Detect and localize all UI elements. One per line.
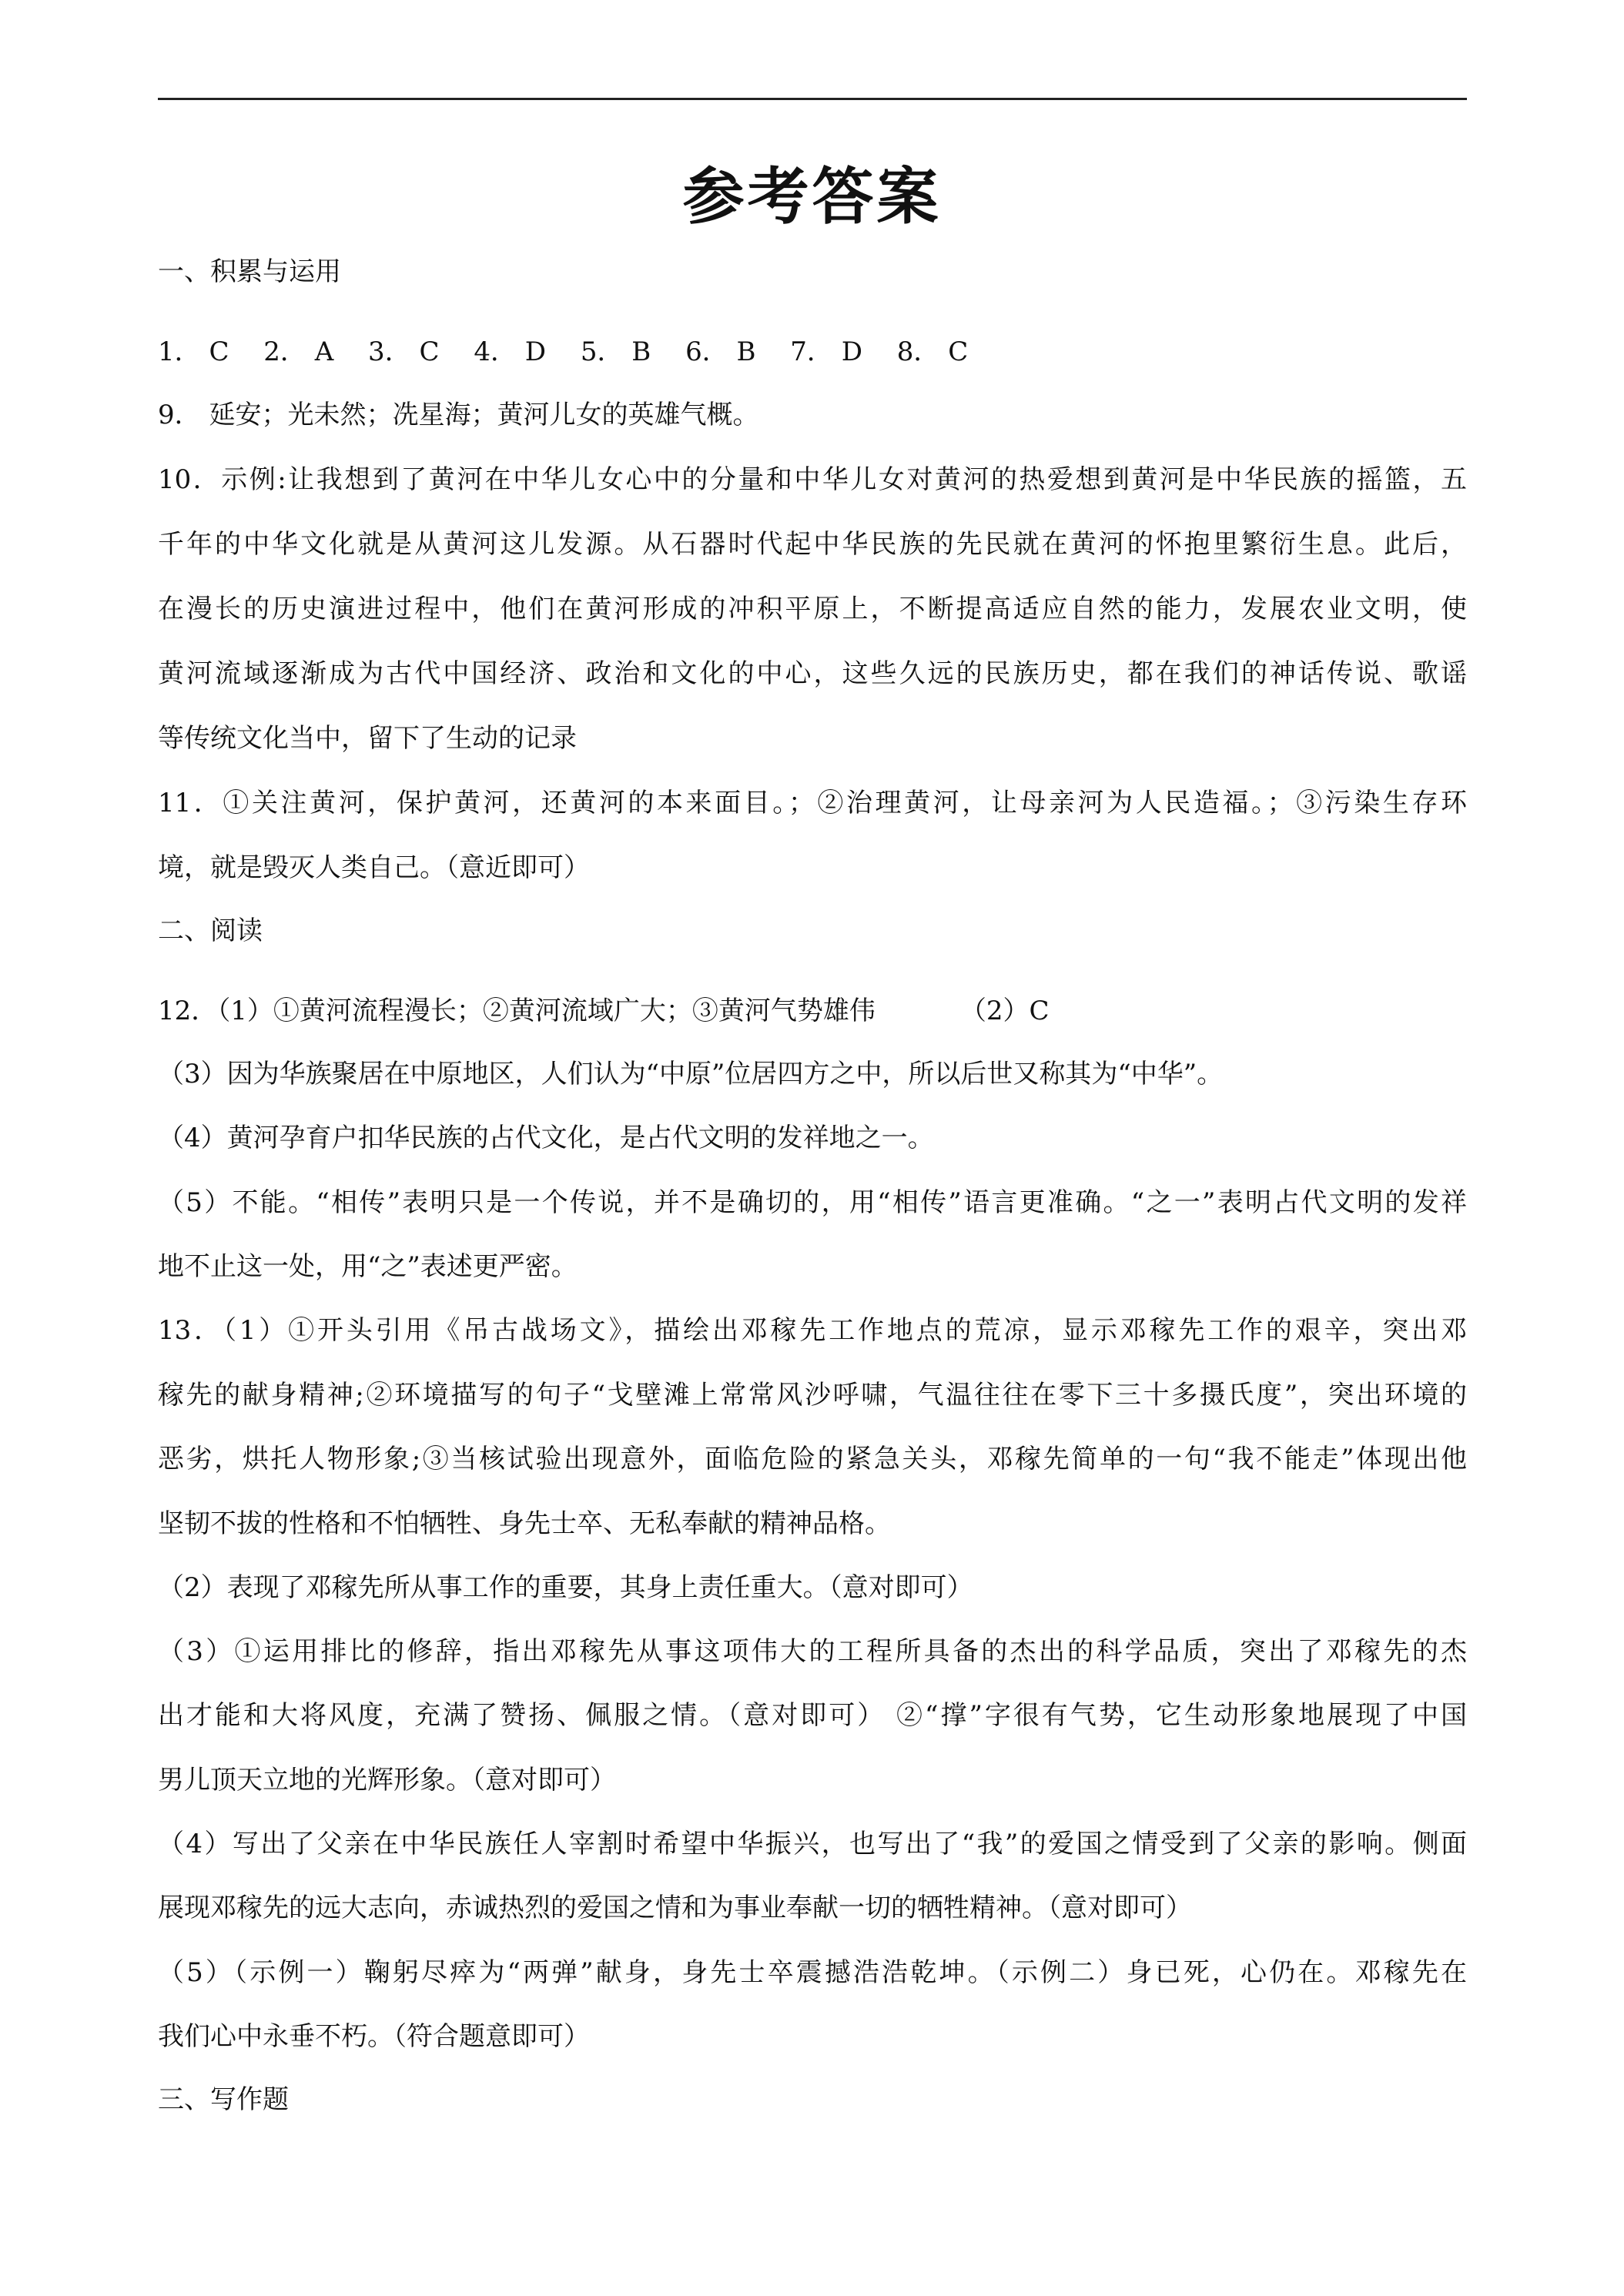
answer-13-1-line-4: 坚韧不拔的性格和不怕牺牲、身先士卒、无私奉献的精神品格。 [158,1508,891,1539]
answer-13-2: （2）表现了邓稼先所从事工作的重要，其身上责任重大。（意对即可） [158,1572,973,1603]
answer-13-1-line-1: 13．（1）①开头引用《吊古战场文》，描绘出邓稼先工作地点的荒凉，显示邓稼先工作的艰辛，突出邓 [158,1315,1467,1346]
page-title: 参考答案 [682,160,942,233]
answer-13-1-line-2: 稼先的献身精神;②环境描写的句子“戈壁滩上常常风沙呼啸，气温往往在零下三十多摄氏度”，突出环境的 [158,1380,1467,1411]
answer-10-line-1: 10．示例:让我想到了黄河在中华儿女心中的分量和中华儿女对黄河的热爱想到黄河是中华民族的摇篮，五 [158,464,1467,495]
answer-12-5-line-2: 地不止这一处，用“之”表述更严密。 [158,1251,578,1282]
answer-13-1-line-3: 恶劣，烘托人物形象;③当核试验出现意外，面临危险的紧急关头，邓稼先简单的一句“我不能走”体现出他 [158,1444,1467,1474]
answer-11-line-2: 境，就是毁灭人类自己。（意近即可） [158,852,590,883]
answer-13-3-line-1: （3）①运用排比的修辞，指出邓稼先从事这项伟大的工程所具备的杰出的科学品质，突出了邓稼先的杰 [158,1636,1467,1667]
answer-11-line-1: 11．①关注黄河，保护黄河，还黄河的本来面目。；②治理黄河，让母亲河为人民造福。；③污染生存环 [158,788,1467,818]
answer-12-part-1: 12．（1）①黄河流程漫长；②黄河流域广大；③黄河气势雄伟 [158,996,876,1026]
answer-12-part-2: （2）C [959,996,1050,1026]
answer-12-3: （3）因为华族聚居在中原地区，人们认为“中原”位居四方之中，所以后世又称其为“中华”。 [158,1059,1224,1089]
answer-13-4-line-2: 展现邓稼先的远大志向，赤诚热烈的爱国之情和为事业奉献一切的牺牲精神。（意对即可） [158,1893,1192,1923]
section-heading-1: 一、积累与运用 [158,256,341,287]
answer-13-3-line-2: 出才能和大将风度，充满了赞扬、佩服之情。（意对即可） ②“撑”字很有气势，它生动形象地展现了中国 [158,1700,1467,1731]
answer-13-4-line-1: （4）写出了父亲在中华民族任人宰割时希望中华振兴，也写出了“我”的爱国之情受到了父亲的影响。侧面 [158,1829,1467,1859]
answer-10-line-4: 黄河流域逐渐成为古代中国经济、政治和文化的中心，这些久远的民族历史，都在我们的神话传说、歌谣 [158,658,1467,689]
answers-1-8: 1． C 2． A 3． C 4． D 5． B 6． B 7． D 8． C [158,336,969,367]
answer-13-3-line-3: 男儿顶天立地的光辉形象。（意对即可） [158,1765,616,1796]
section-heading-3: 三、写作题 [158,2084,289,2115]
answer-12-5-line-1: （5）不能。“相传”表明只是一个传说，并不是确切的，用“相传”语言更准确。“之一”表明占代文明的发祥 [158,1187,1467,1218]
answer-13-5-line-1: （5）（示例一）鞠躬尽瘁为“两弹”献身，身先士卒震撼浩浩乾坤。（示例二）身已死，心仍在。邓稼先在 [158,1957,1467,1988]
answer-12-1 [158,992,1467,1030]
section-heading-2: 二、阅读 [158,915,263,946]
answer-10-line-2: 千年的中华文化就是从黄河这儿发源。从石器时代起中华民族的先民就在黄河的怀抱里繁衍生息。此后， [158,529,1467,560]
answer-10-line-5: 等传统文化当中，留下了生动的记录 [158,723,577,754]
answer-10-line-3: 在漫长的历史演进过程中，他们在黄河形成的冲积平原上，不断提高适应自然的能力，发展农业文明，使 [158,594,1467,624]
answer-9: 9． 延安；光未然；冼星海；黄河儿女的英雄气概。 [158,400,759,430]
header-rule [158,98,1467,100]
answer-13-5-line-2: 我们心中永垂不朽。（符合题意即可） [158,2021,590,2052]
answer-12-4: （4）黄河孕育户扣华民族的占代文化，是占代文明的发祥地之一。 [158,1123,934,1153]
